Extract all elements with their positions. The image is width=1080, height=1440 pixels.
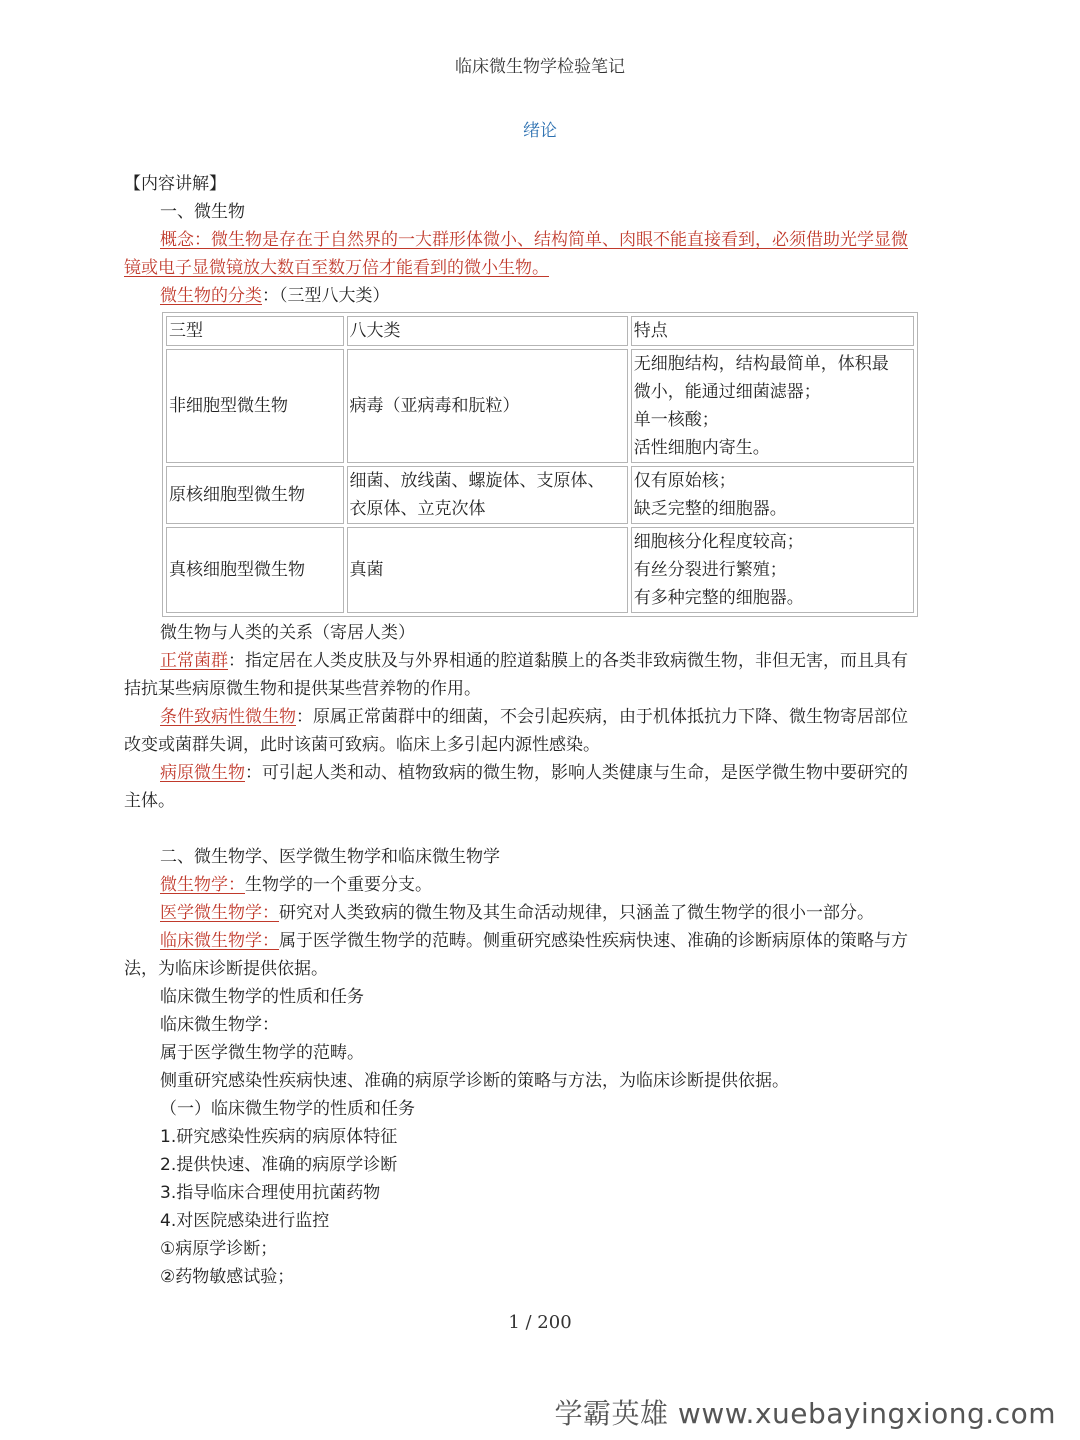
document-header-title: 临床微生物学检验笔记 <box>455 57 625 77</box>
table-cell-type: 真核细胞型微生物 <box>166 527 344 613</box>
concept-text-2: 镜或电子显微镜放大数百至数万倍才能看到的微小生物。 <box>124 258 549 278</box>
cell-line: 真菌 <box>349 560 384 580</box>
conditional-term: 条件致病性微生物 <box>160 707 296 727</box>
table-header-row <box>166 316 914 346</box>
clinical-microbiology-text: 属于医学微生物学的范畴。侧重研究感染性疾病快速、准确的诊断病原体的策略与方 <box>279 931 908 951</box>
list-item: 2.提供快速、准确的病原学诊断 <box>160 1155 398 1175</box>
table-cell-classes <box>347 349 628 463</box>
concept-text-1: 概念：微生物是存在于自然界的一大群形体微小、结构简单、肉眼不能直接看到，必须借助光学显微 <box>160 230 908 250</box>
section-title: 绪论 <box>523 121 557 141</box>
cell-line: 衣原体、立克次体 <box>349 499 486 519</box>
cell-line: 活性细胞内寄生。 <box>633 438 770 458</box>
microbiology-term: 微生物学： <box>160 875 245 895</box>
document-content <box>124 170 954 1291</box>
content-heading: 【内容讲解】 <box>124 174 226 194</box>
normal-flora-term: 正常菌群 <box>160 651 228 671</box>
table-cell-type: 非细胞型微生物 <box>166 349 344 463</box>
conditional-line-1 <box>124 703 954 731</box>
table-cell-features <box>631 349 914 463</box>
table-row <box>166 466 914 524</box>
cell-line: 有丝分裂进行繁殖； <box>633 560 787 580</box>
classification-line <box>124 282 954 310</box>
cell-line: 缺乏完整的细胞器。 <box>633 499 787 519</box>
normal-flora-line-2: 拮抗某些病原微生物和提供某些营养物的作用。 <box>124 679 481 699</box>
pathogen-line-2: 主体。 <box>124 791 175 811</box>
list-item: ①病原学诊断； <box>160 1239 278 1259</box>
table-row <box>166 349 914 463</box>
subheading-microbe: 一、微生物 <box>160 202 245 222</box>
table-cell-features <box>631 527 914 613</box>
classification-rest: ：（三型八大类） <box>262 286 390 306</box>
relation-title: 微生物与人类的关系（寄居人类） <box>160 623 415 643</box>
clinical-label: 临床微生物学： <box>160 1015 279 1035</box>
cell-line: 无细胞结构，结构最简单，体积最 <box>633 354 889 374</box>
cell-line: 有多种完整的细胞器。 <box>633 588 804 608</box>
clinical-microbiology-line-1 <box>124 927 954 955</box>
part2-title: 二、微生物学、医学微生物学和临床微生物学 <box>160 847 500 867</box>
table-row <box>166 527 914 613</box>
belongs-line: 属于医学微生物学的范畴。 <box>160 1043 364 1063</box>
cell-line: 病毒（亚病毒和朊粒） <box>349 396 520 416</box>
list-item: ②药物敏感试验； <box>160 1267 295 1287</box>
cell-line: 单一核酸； <box>633 410 719 430</box>
table-cell-type: 原核细胞型微生物 <box>166 466 344 524</box>
classification-table <box>162 312 918 617</box>
table-cell-classes <box>347 466 628 524</box>
table-cell-features <box>631 466 914 524</box>
conditional-text: ：原属正常菌群中的细菌，不会引起疾病，由于机体抵抗力下降、微生物寄居部位 <box>296 707 908 727</box>
conditional-line-2: 改变或菌群失调，此时该菌可致病。临床上多引起内源性感染。 <box>124 735 600 755</box>
clinical-microbiology-line-2: 法，为临床诊断提供依据。 <box>124 959 328 979</box>
concept-line-2 <box>124 254 954 282</box>
microbiology-text: 生物学的一个重要分支。 <box>245 875 432 895</box>
cell-line: 细菌、放线菌、螺旋体、支原体、 <box>349 471 605 491</box>
cell-line: 仅有原始核； <box>633 471 736 491</box>
list-item: 4.对医院感染进行监控 <box>160 1211 330 1231</box>
medical-microbiology-text: 研究对人类致病的微生物及其生命活动规律，只涵盖了微生物学的很小一部分。 <box>279 903 874 923</box>
spacer <box>124 815 954 843</box>
list-item: 1.研究感染性疾病的病原体特征 <box>160 1127 398 1147</box>
pathogen-text: ：可引起人类和动、植物致病的微生物，影响人类健康与生命，是医学微生物中要研究的 <box>245 763 908 783</box>
focus-line: 侧重研究感染性疾病快速、准确的病原学诊断的策略与方法，为临床诊断提供依据。 <box>160 1071 789 1091</box>
watermark-text: 学霸英雄 www.xuebayingxiong.com <box>554 1397 1056 1430</box>
medical-microbiology-line <box>124 899 954 927</box>
classification-term: 微生物的分类 <box>160 286 262 306</box>
table-cell-classes <box>347 527 628 613</box>
microbiology-line <box>124 871 954 899</box>
table-header-cell: 特点 <box>631 316 914 346</box>
cell-line: 细胞核分化程度较高； <box>633 532 804 552</box>
list-item: 3.指导临床合理使用抗菌药物 <box>160 1183 381 1203</box>
normal-flora-line-1 <box>124 647 954 675</box>
table-header-cell: 八大类 <box>347 316 628 346</box>
pathogen-line-1 <box>124 759 954 787</box>
pathogen-term: 病原微生物 <box>160 763 245 783</box>
clinical-microbiology-term: 临床微生物学： <box>160 931 279 951</box>
cell-line: 微小，能通过细菌滤器； <box>633 382 821 402</box>
concept-line-1 <box>124 226 954 254</box>
page-number: 1 / 200 <box>508 1312 572 1333</box>
nature-title: 临床微生物学的性质和任务 <box>160 987 364 1007</box>
normal-flora-text: ：指定居在人类皮肤及与外界相通的腔道黏膜上的各类非致病微生物，非但无害，而且具有 <box>228 651 908 671</box>
medical-microbiology-term: 医学微生物学： <box>160 903 279 923</box>
subsection-title: （一）临床微生物学的性质和任务 <box>160 1099 415 1119</box>
table-header-cell: 三型 <box>166 316 344 346</box>
